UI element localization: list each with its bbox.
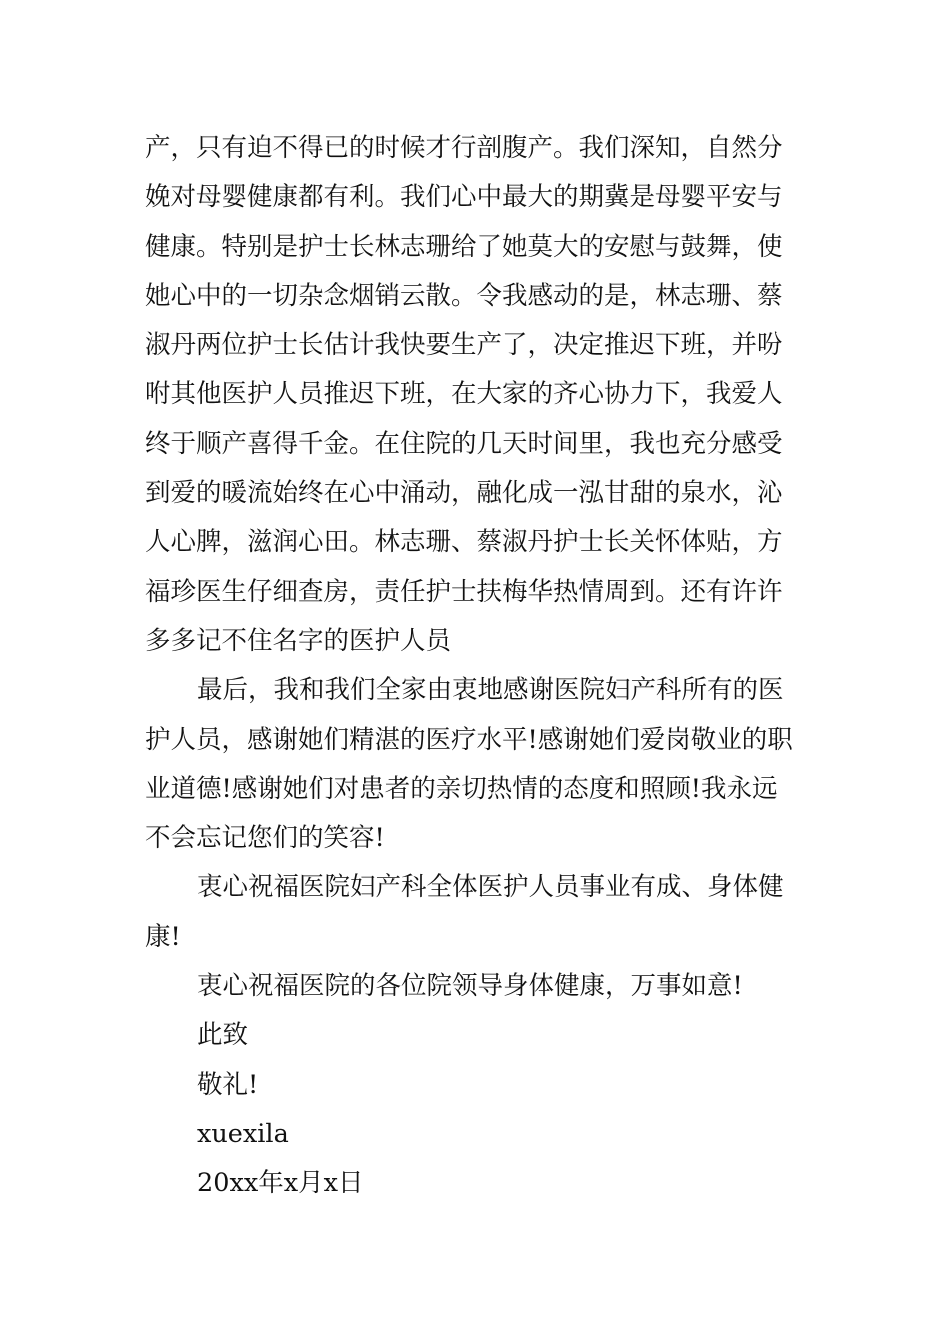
- paragraph-2: [145, 666, 810, 863]
- text-line: 衷心祝福医院的各位院领导身体健康，万事如意!: [197, 971, 743, 1002]
- text-line: 产，只有迫不得已的时候才行剖腹产。我们深知，自然分: [145, 133, 783, 163]
- text-line: 终于顺产喜得千金。在住院的几天时间里，我也充分感受: [145, 428, 783, 459]
- text-line: 最后，我和我们全家由衷地感谢医院妇产科所有的医: [197, 675, 784, 706]
- text-line: 多多记不住名字的医护人员: [145, 625, 452, 656]
- letter-body: [145, 124, 810, 1209]
- text-line: 人心脾，滋润心田。林志珊、蔡淑丹护士长关怀体贴，方: [145, 527, 783, 558]
- paragraph-3: [145, 863, 810, 962]
- paragraph-4: [145, 962, 810, 1011]
- signature: xuexila: [197, 1118, 289, 1149]
- text-line: 护人员，感谢她们精湛的医疗水平!感谢她们爱岗敬业的职: [145, 724, 793, 755]
- text-line: 淑丹两位护士长估计我快要生产了，决定推迟下班，并吩: [145, 330, 783, 361]
- salutation: 敬礼!: [197, 1069, 259, 1100]
- letter-date: 20xx年x月x日: [197, 1168, 364, 1199]
- closing-phrase: 此致: [197, 1020, 249, 1051]
- text-line: 福珍医生仔细查房，责任护士扶梅华热情周到。还有许许: [145, 576, 783, 607]
- text-line: 到爱的暖流始终在心中涌动，融化成一泓甘甜的泉水，沁: [145, 478, 783, 509]
- text-line: 她心中的一切杂念烟销云散。令我感动的是，林志珊、蔡: [145, 280, 783, 311]
- text-line: 娩对母婴健康都有利。我们心中最大的期冀是母婴平安与: [145, 182, 783, 213]
- text-line: 健康。特别是护士长林志珊给了她莫大的安慰与鼓舞，使: [145, 231, 783, 262]
- paragraph-1: [145, 124, 810, 666]
- text-line: 衷心祝福医院妇产科全体医护人员事业有成、身体健: [197, 872, 784, 903]
- text-line: 不会忘记您们的笑容!: [145, 823, 385, 854]
- text-line: 业道德!感谢她们对患者的亲切热情的态度和照顾!我永远: [145, 773, 778, 804]
- text-line: 咐其他医护人员推迟下班，在大家的齐心协力下，我爱人: [145, 379, 783, 410]
- text-line: 康!: [145, 921, 181, 952]
